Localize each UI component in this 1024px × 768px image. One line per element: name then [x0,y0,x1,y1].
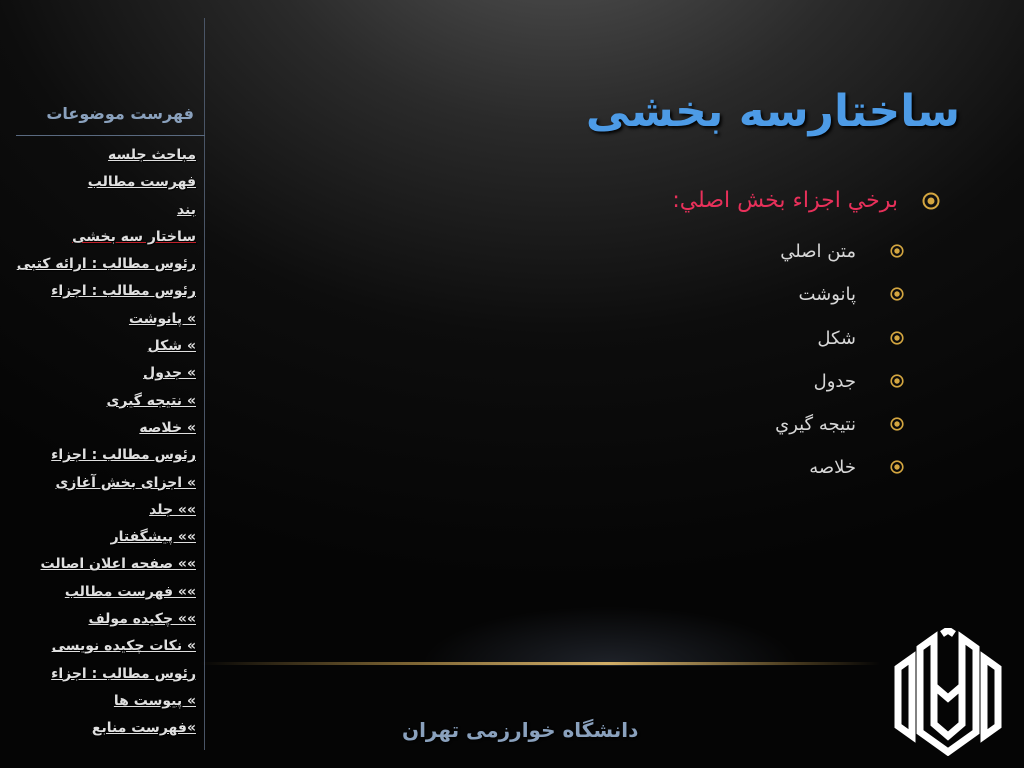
sidebar-item-references[interactable]: »فهرست منابع [91,720,196,737]
sidebar-item-appendices[interactable]: » پیوست ها [113,692,196,709]
sidebar-item-contents-2[interactable]: »» فهرست مطالب [64,583,196,600]
sidebar-item-three-part-structure[interactable]: ساختار سه بخشی [72,228,196,245]
sidebar-item-outline-written[interactable]: رئوس مطالب : ارائه کتبی [16,256,196,273]
sidebar-item-outline-parts-3[interactable]: رئوس مطالب : اجزاء [51,665,196,682]
circle-dot-icon [890,287,904,301]
sidebar-divider [16,135,205,136]
sidebar-item-paragraph[interactable]: بند [176,201,196,218]
sub-bullet-label: نتيجه گيري [775,414,856,436]
sub-bullet-label: متن اصلي [780,241,856,262]
sub-bullet [775,279,904,322]
sidebar-item-outline-parts[interactable]: رئوس مطالب : اجزاء [51,283,196,300]
circle-dot-icon [890,417,904,431]
sub-bullet [775,452,904,495]
sidebar-item-abstract[interactable]: »» چکیده مولف [88,611,196,628]
sub-bullet-label: جدول [813,370,856,392]
sub-bullet-list [775,236,904,496]
sub-bullet [775,236,904,279]
sidebar-item-preface[interactable]: »» پیشگفتار [110,529,196,546]
circle-dot-icon [890,374,904,388]
sidebar-item-cover[interactable]: »» جلد [149,501,196,518]
main-bullet-text: برخي اجزاء بخش اصلي: [672,188,898,213]
sub-bullet [775,409,904,452]
glow-halo [420,606,800,666]
sub-bullet-label: پانوشت [798,284,856,306]
sub-bullet [775,323,904,366]
sidebar-item-conclusion[interactable]: » نتیجه گیری [106,392,196,409]
sub-bullet-label: شكل [817,327,856,349]
circle-dot-icon [890,331,904,345]
sidebar [16,18,205,750]
sidebar-item-outline-parts-2[interactable]: رئوس مطالب : اجزاء [51,447,196,464]
circle-dot-icon [922,192,940,210]
sidebar-item-footnote[interactable]: » پانوشت [128,310,196,327]
sidebar-item-figure[interactable]: » شکل [147,338,196,355]
sidebar-item-front-matter[interactable]: » اجزای بخش آغازی [55,474,196,491]
sub-bullet [775,366,904,409]
circle-dot-icon [890,460,904,474]
sidebar-item-abstract-tips[interactable]: » نکات چکیده نویسی [51,638,196,655]
sidebar-item-originality[interactable]: »» صفحه اعلان اصالت [40,556,196,573]
slide-title: ساختارسه بخشی [585,86,960,137]
sidebar-item-table[interactable]: » جدول [143,365,196,382]
sidebar-nav [17,142,196,743]
sidebar-title: فهرست موضوعات [46,104,194,123]
sub-bullet-label: خلاصه [809,457,856,479]
sidebar-item-summary[interactable]: » خلاصه [139,419,196,436]
sidebar-item-contents[interactable]: فهرست مطالب [87,174,196,191]
decorative-glow-line [200,662,880,665]
circle-dot-icon [890,244,904,258]
sidebar-item-session-topics[interactable]: مباحث جلسه [108,147,196,163]
university-logo-icon [890,628,1006,756]
footer-university-name: دانشگاه خوارزمی تهران [402,718,639,742]
